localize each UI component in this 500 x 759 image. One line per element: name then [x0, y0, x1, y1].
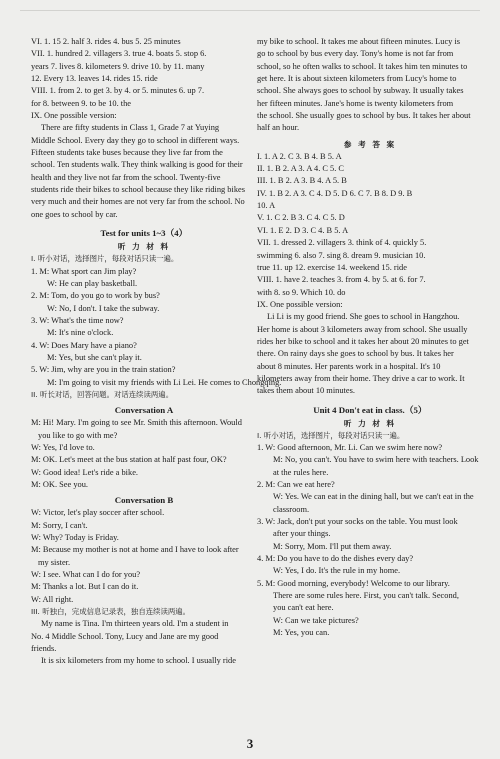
essay-line: takes them about 10 minutes. [257, 386, 355, 396]
dialog-line: W: Good idea! Let's ride a bike. [31, 467, 139, 477]
dialog-line: W: Yes. We can eat in the dining hall, but we can't eat in the [273, 492, 474, 502]
essay-line: health and they live not far from the school. Twenty-five [31, 172, 221, 182]
dialog-line: M: Yes, you can. [273, 628, 330, 638]
answer-line: years 7. lives 8. kilometers 9. drive 10. by 11. many [31, 61, 205, 71]
dialog-line: 2. M: Tom, do you go to work by bus? [31, 291, 160, 301]
right-column [257, 36, 483, 639]
answer-line: 10. A [257, 201, 276, 211]
dialog-line: M: Thanks a lot. But I can do it. [31, 582, 139, 592]
dialog-line: W: No, I don't. I take the subway. [47, 303, 160, 313]
top-scan-edge [20, 10, 480, 11]
dialog-line: 3. W: What's the time now? [31, 315, 124, 325]
answer-line: IV. 1. B 2. A 3. C 4. D 5. D 6. C 7. B 8. D 9. B [257, 188, 413, 198]
answer-line: with 8. so 9. Which 10. do [257, 287, 346, 297]
essay-line: one goes to school by car. [31, 209, 118, 219]
dialog-line: at the rules here. [273, 467, 329, 477]
answer-line: VII. 1. hundred 2. villagers 3. true 4. boats 5. stop 6. [31, 49, 207, 59]
answer-line: I. 1. A 2. C 3. B 4. B 5. A [257, 151, 342, 161]
page-number: 3 [246, 736, 254, 751]
dialog-line: M: It's nine o'clock. [47, 328, 114, 338]
dialog-line: M: OK. Let's meet at the bus station at half past four, OK? [31, 455, 227, 465]
dialog-line: W: Why? Today is Friday. [31, 533, 119, 543]
dialog-line: 4. M: Do you have to do the dishes every day? [257, 554, 414, 564]
dialog-line: M: Sorry, I can't. [31, 520, 88, 530]
dialog-line: my sister. [38, 557, 71, 567]
essay-line: kilometers away from their home. They drive a car to work. It [257, 373, 465, 383]
dialog-line: you like to go with me? [38, 430, 118, 440]
essay-line: rides her bike to school and it takes her about 20 minutes to get [257, 336, 469, 346]
answer-line: 12. Every 13. leaves 14. rides 15. ride [31, 74, 158, 84]
answer-line: VIII. 1. have 2. teaches 3. from 4. by 5. at 6. for 7. [257, 275, 426, 285]
essay-line: about 8 minutes. Her parents work in a hospital. It's 10 [257, 361, 441, 371]
answer-line: true 11. up 12. exercise 14. weekend 15. ride [257, 262, 407, 272]
monologue-line: my bike to school. It takes me about fifteen minutes. Lucy is [257, 37, 461, 46]
dialog-line: W: I see. What can I do for you? [31, 570, 141, 580]
dialog-line: M: Hi! Mary. I'm going to see Mr. Smith this afternoon. Would [31, 418, 242, 428]
conversation-title: Conversation B [114, 495, 174, 506]
dialog-line: 1. M: What sport can Jim play? [31, 266, 137, 276]
dialog-line: 4. W: Does Mary have a piano? [31, 340, 137, 350]
monologue-line: half an hour. [257, 123, 300, 133]
answer-line: VIII. 1. from 2. to get 3. by 4. or 5. minutes 6. up 7. [31, 86, 205, 96]
essay-line: Fifteen students take buses because they live far from the [31, 148, 223, 158]
dialog-line: W: Yes, I do. It's the rule in my home. [273, 566, 401, 576]
instruction: II. 听长对话，回答问题。对话连续读两遍。 [31, 389, 174, 399]
essay-line: Her home is about 3 kilometers away from school. She usually [257, 324, 468, 334]
monologue-line: school. She always goes to school by subway. It usually takes [257, 86, 464, 96]
answer-line: for 8. between 9. to be 10. the [31, 98, 132, 108]
answer-line: swimming 6. also 7. sing 8. dream 9. musician 10. [257, 250, 426, 260]
answer-line: IX. One possible version: [257, 299, 343, 309]
dialog-line: W: He can play basketball. [47, 278, 138, 288]
answer-line: II. 1. B 2. A 3. A 4. C 5. C [257, 164, 345, 174]
dialog-line: 1. W: Good afternoon, Mr. Li. Can we swim here now? [257, 442, 443, 452]
monologue-line: school, so he often walks to school. It takes him ten minutes to [257, 61, 468, 71]
answers-title: 参 考 答 案 [343, 139, 397, 149]
dialog-line: W: Yes, I'd love to. [31, 442, 95, 452]
essay-line: very much and their homes are not very far from the school. No [31, 197, 245, 207]
dialog-line: classroom. [273, 504, 310, 514]
monologue-line: It is six kilometers from my home to school. I usually ride [41, 656, 236, 666]
conversation-title: Conversation A [114, 405, 174, 416]
dialog-line: 2. M: Can we eat here? [257, 480, 335, 489]
section-subtitle: 听 力 材 料 [343, 418, 397, 428]
section-title: Test for units 1~3（4） [100, 228, 188, 239]
dialog-line: M: OK. See you. [31, 480, 88, 489]
dialog-line: M: No, you can't. You have to swim here with teachers. Look [273, 455, 479, 465]
monologue-line: No. 4 Middle School. Tony, Lucy and Jane are my good [31, 631, 219, 641]
dialog-line: 3. W: Jack, don't put your socks on the table. You must look [257, 517, 458, 527]
monologue-line: friends. [31, 644, 57, 654]
dialog-line: M: Because my mother is not at home and I have to look after [31, 545, 239, 555]
answer-line: VI. 1. 15 2. half 3. rides 4. bus 5. 25 minutes [31, 37, 181, 46]
answer-line: VI. 1. E 2. D 3. C 4. B 5. A [257, 225, 349, 235]
answer-line: III. 1. B 2. A 3. B 4. A 5. B [257, 176, 347, 186]
dialog-line: M: I'm going to visit my friends with Li Lei. He comes to Chongqing. [47, 377, 282, 387]
dialog-line: after your things. [273, 529, 331, 539]
dialog-line: you can't eat here. [273, 603, 334, 613]
section-title: Unit 4 Don't eat in class.（5） [313, 404, 427, 415]
dialog-line: 5. W: Jim, why are you in the train station? [31, 365, 176, 375]
essay-line: Middle School. Every day they go to school in different ways. [31, 135, 240, 145]
dialog-line: W: Can we take pictures? [273, 615, 359, 625]
dialog-line: 5. M: Good morning, everybody! Welcome to our library. [257, 578, 450, 588]
essay-line: Li Li is my good friend. She goes to school in Hangzhou. [267, 312, 460, 322]
monologue-line: her fifteen minutes. Jane's home is twenty kilometers from [257, 98, 454, 108]
instruction: I. 听小对话，选择图片，每段对话只读一遍。 [31, 254, 179, 264]
dialog-line: There are some rules here. First, you can't talk. Second, [273, 591, 459, 601]
instruction: I. 听小对话，选择图片，每段对话只读一遍。 [257, 430, 405, 440]
essay-line: school. Ten students walk. They think walking is good for their [31, 160, 243, 170]
monologue-line: go to school by bus every day. Tony's home is not far from [257, 49, 454, 59]
dialog-line: W: Victor, let's play soccer after school. [31, 508, 165, 518]
dialog-line: W: All right. [31, 594, 74, 604]
dialog-line: M: Sorry, Mom. I'll put them away. [273, 541, 392, 551]
section-subtitle: 听 力 材 料 [117, 242, 171, 252]
monologue-line: My name is Tina. I'm thirteen years old. I'm a student in [41, 619, 229, 629]
dialog-line: M: Yes, but she can't play it. [47, 352, 142, 362]
answer-line: V. 1. C 2. B 3. C 4. C 5. D [257, 213, 345, 223]
monologue-line: the school. She usually goes to school by bus. It takes her about [257, 111, 471, 121]
essay-line: students ride their bikes to school because they like riding bikes [31, 185, 245, 195]
answer-line: IX. One possible version: [31, 111, 117, 121]
essay-line: There are fifty students in Class 1, Grade 7 at Yuying [41, 123, 220, 133]
monologue-line: get here. It is about sixteen kilometers from Lucy's home to [257, 74, 457, 84]
essay-line: there. On rainy days she goes to school by bus. It takes her [257, 349, 454, 359]
answer-line: VII. 1. dressed 2. villagers 3. think of 4. quickly 5. [257, 238, 427, 248]
instruction: III. 听独白，完成信息记录表，独自连续读两遍。 [31, 607, 191, 617]
